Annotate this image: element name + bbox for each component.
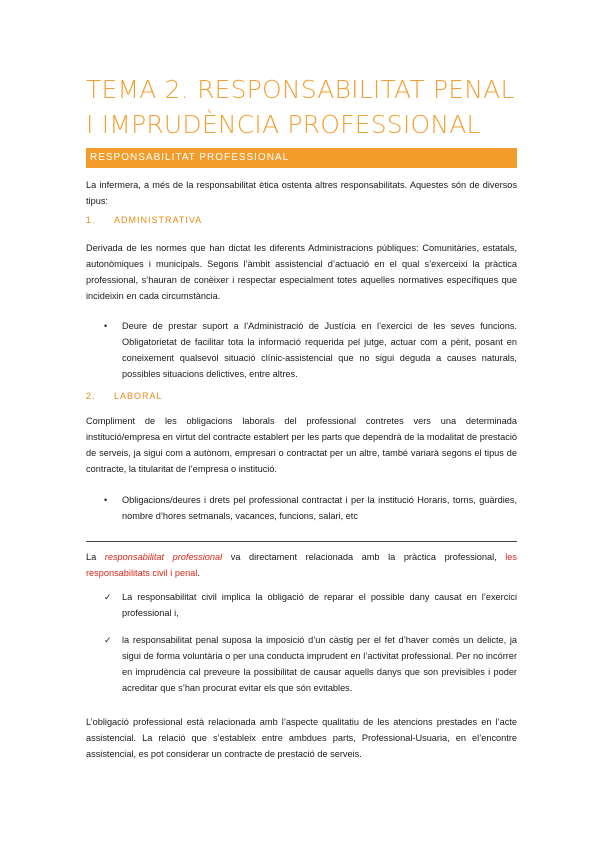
bullet-text-part-1: Deure de prestar suport a l’Administració de Justícia en l’exercici de les seves funcions.	[122, 321, 517, 331]
check-item-text: la responsabilitat penal suposa la imposició d’un càstig per el fet d’haver comès un delicte, ja sigui de forma voluntària o per una conducta imprudent en l’activitat professional. Per no incórrer en imprudència cal preveure la possibilitat de causar aquells danys que son previsibles i poder acreditar que s’han procurat evitar els que són evitables.	[122, 635, 517, 693]
bullet-icon: •	[104, 495, 108, 505]
note-highlight: les responsabilitats civil i penal	[86, 552, 517, 578]
bullet-icon: •	[104, 321, 108, 331]
note-suffix: .	[197, 568, 200, 578]
checkmark-icon: ✓	[104, 592, 112, 602]
checkmark-icon: ✓	[104, 635, 112, 645]
administrativa-paragraph: Derivada de les normes que han dictat les diferents Administracions públiques: Comunitàries, estatals, autonòmiques i municipals. Segons l’àmbit assistencial d’actuació en el qual s’exerceixi la pràctica professional, s’hauran de conèixer i respectar especialment totes aquelles normatives específiques que incideixin en cada circumstància.	[86, 243, 517, 301]
subheading-label: LABORAL	[114, 391, 163, 401]
list-item-text: Obligacions/deures i drets pel professional contractat i per la institució Horaris, torns, guàrdies, nombre d’hores setmanals, vacances, funcions, salari, etc	[122, 495, 517, 521]
check-item-penal	[100, 632, 517, 696]
list-item	[100, 492, 517, 524]
check-item-civil	[100, 589, 517, 621]
closing-paragraph: L’obligació professional està relacionada amb l’aspecte qualitatiu de les atencions prestades en l’acte assistencial. La relació que s’estableix entre ambdues parts, Professional-Usuaria, en el’encontre assistencial, es pot considerar un contracte de prestació de serveis.	[86, 717, 517, 759]
subheading-label: ADMINISTRATIVA	[114, 215, 203, 225]
section-header-bar	[86, 148, 517, 168]
list-item-text	[122, 318, 517, 382]
bullet-text-part-2: Obligatorietat de facilitar tota la informació requerida pel jutge, actuar com a pèrit, posant en coneixement qualsevol situació clínic-assistencial que no sigui deguda a causes naturals, possibles situacions delictives, entre altres.	[122, 337, 517, 379]
laboral-paragraph: Compliment de les obligacions laborals del professional contretes vers una determinada institució/empresa en virtut del contracte establert per les parts que dependrà de la modalitat de prestació de serveis, ja sigui com a autònom, empresari o contractat per un altre, també variarà segons el tipus de contracte, la titularitat de l’empresa o institució.	[86, 416, 517, 474]
title-line-2: I IMPRUDÈNCIA PROFESSIONAL	[86, 110, 481, 139]
subheading-administrativa	[86, 215, 202, 225]
list-item	[100, 318, 517, 382]
subheading-number: 2.	[86, 391, 96, 401]
subheading-laboral	[86, 391, 163, 401]
section-header-label: RESPONSABILITAT PROFESSIONAL	[90, 152, 290, 163]
note-paragraph	[86, 549, 517, 581]
note-prefix: La	[86, 552, 105, 562]
title-line-1: TEMA 2. RESPONSABILITAT PENAL	[86, 75, 515, 104]
horizontal-divider	[86, 541, 517, 542]
note-middle: va directament relacionada amb la pràctica professional,	[222, 552, 506, 562]
intro-paragraph: La infermera, a més de la responsabilitat ètica ostenta altres responsabilitats. Aquestes són de diversos tipus:	[86, 180, 517, 206]
check-item-text: La responsabilitat civil implica la obligació de reparar el possible dany causat en l’exercici professional i,	[122, 592, 517, 618]
page-title	[86, 72, 526, 142]
subheading-number: 1.	[86, 215, 96, 225]
note-term: responsabilitat professional	[104, 552, 223, 562]
